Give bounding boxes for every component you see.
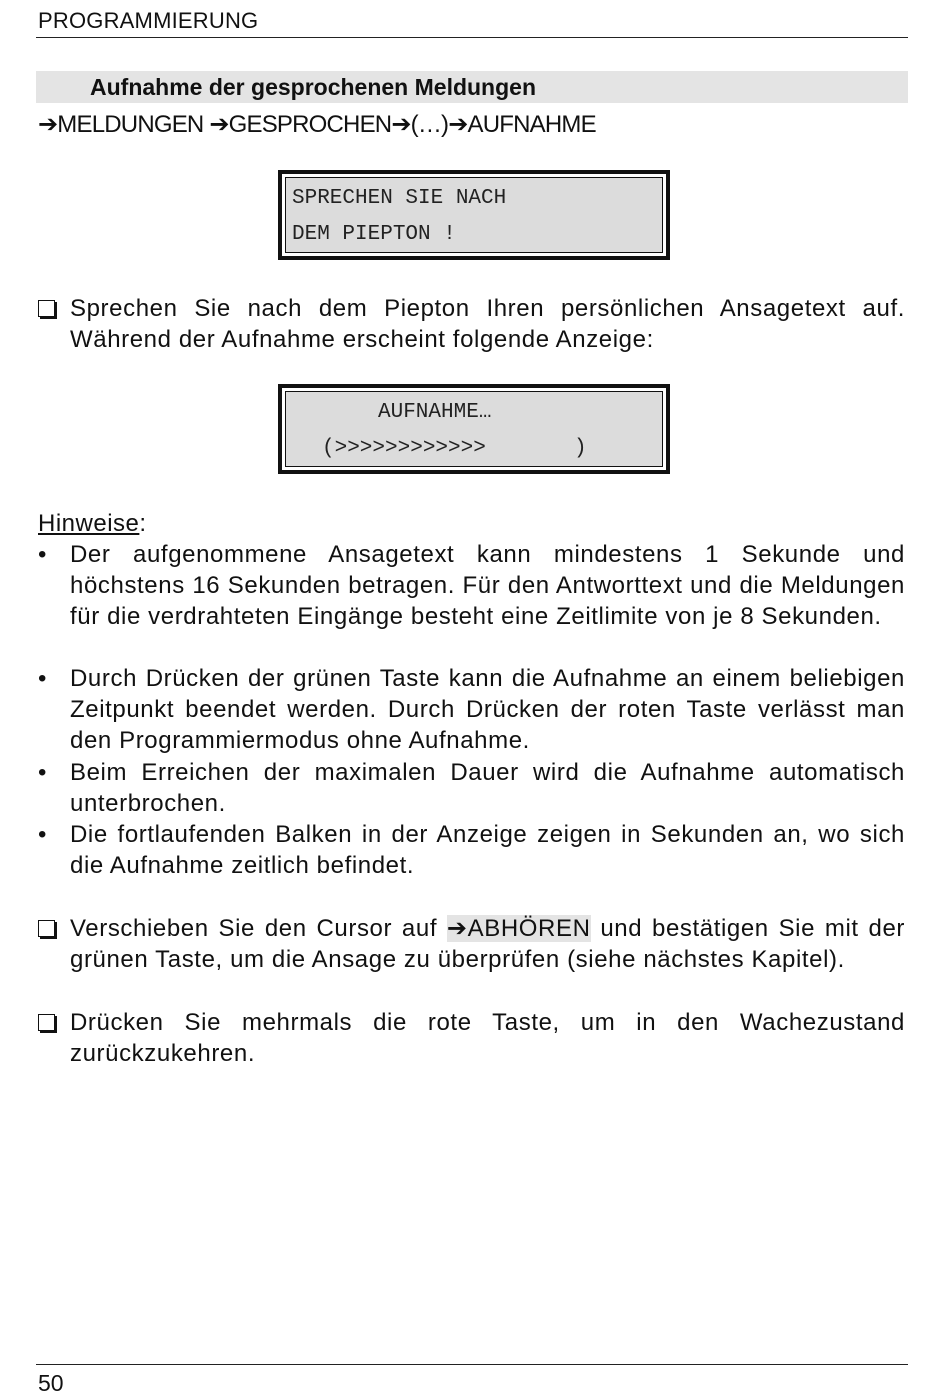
step-2-text (70, 913, 905, 975)
checkbox-bullet-icon (38, 920, 55, 937)
checkbox-bullet-icon (38, 1014, 55, 1031)
step-3-text: Drücken Sie mehrmals die rote Taste, um in den Wachezustand zurückzukehren. (70, 1009, 905, 1067)
note-item: Durch Drücken der grünen Taste kann die Aufnahme an einem beliebigen Zeitpunkt beendet werden. Durch Drücken der roten Taste verlässt man den Programmiermodus ohne Aufnahme. (70, 665, 905, 754)
footer-rule (36, 1364, 908, 1365)
note-item: Der aufgenommene Ansagetext kann mindestens 1 Sekunde und höchstens 16 Sekunden betragen. Für den Antworttext und die Meldungen für die verdrahteten Eingänge besteht eine Zeitlimite von je 8 Sekunden. (70, 541, 905, 630)
lcd-line-2: (>>>>>>>>>>>> ) (322, 437, 587, 460)
lcd-display-recording (278, 384, 670, 474)
menu-item-abhoeren: ➔ABHÖREN (446, 915, 591, 942)
bullet-dot-icon: • (38, 821, 47, 848)
lcd-screen (285, 391, 663, 467)
notes-heading (38, 508, 147, 539)
note-item: Beim Erreichen der maximalen Dauer wird die Aufnahme automatisch unterbrochen. (70, 759, 905, 817)
step-2-before: Verschieben Sie den Cursor auf (70, 915, 447, 942)
page-number: 50 (38, 1370, 64, 1396)
bullet-dot-icon: • (38, 541, 47, 568)
step-2-after: und bestätigen Sie mit der grünen Taste, um die Ansage zu überprüfen (siehe nächstes Kapitel). (70, 915, 905, 973)
lcd-line-1: SPRECHEN SIE NACH (292, 187, 507, 210)
step-1-text: Sprechen Sie nach dem Piepton Ihren persönlichen Ansagetext auf. Während der Aufnahme erscheint folgende Anzeige: (70, 295, 905, 353)
lcd-screen (285, 177, 663, 253)
section-title: Aufnahme der gesprochenen Meldungen (90, 74, 536, 100)
menu-path: ➔MELDUNGEN ➔GESPROCHEN➔(…)➔AUFNAHME (38, 111, 596, 138)
lcd-line-1: AUFNAHME… (378, 401, 492, 424)
notes-heading-colon: : (139, 510, 147, 537)
lcd-display-prompt (278, 170, 670, 260)
header-rule (36, 37, 908, 38)
note-item: Die fortlaufenden Balken in der Anzeige zeigen in Sekunden an, wo sich die Aufnahme zeitlich befindet. (70, 821, 905, 879)
notes-heading-label: Hinweise (38, 510, 140, 537)
bullet-dot-icon: • (38, 759, 47, 786)
header-label: PROGRAMMIERUNG (38, 8, 259, 33)
checkbox-bullet-icon (38, 300, 55, 317)
lcd-line-2: DEM PIEPTON ! (292, 223, 456, 246)
bullet-dot-icon: • (38, 665, 47, 692)
